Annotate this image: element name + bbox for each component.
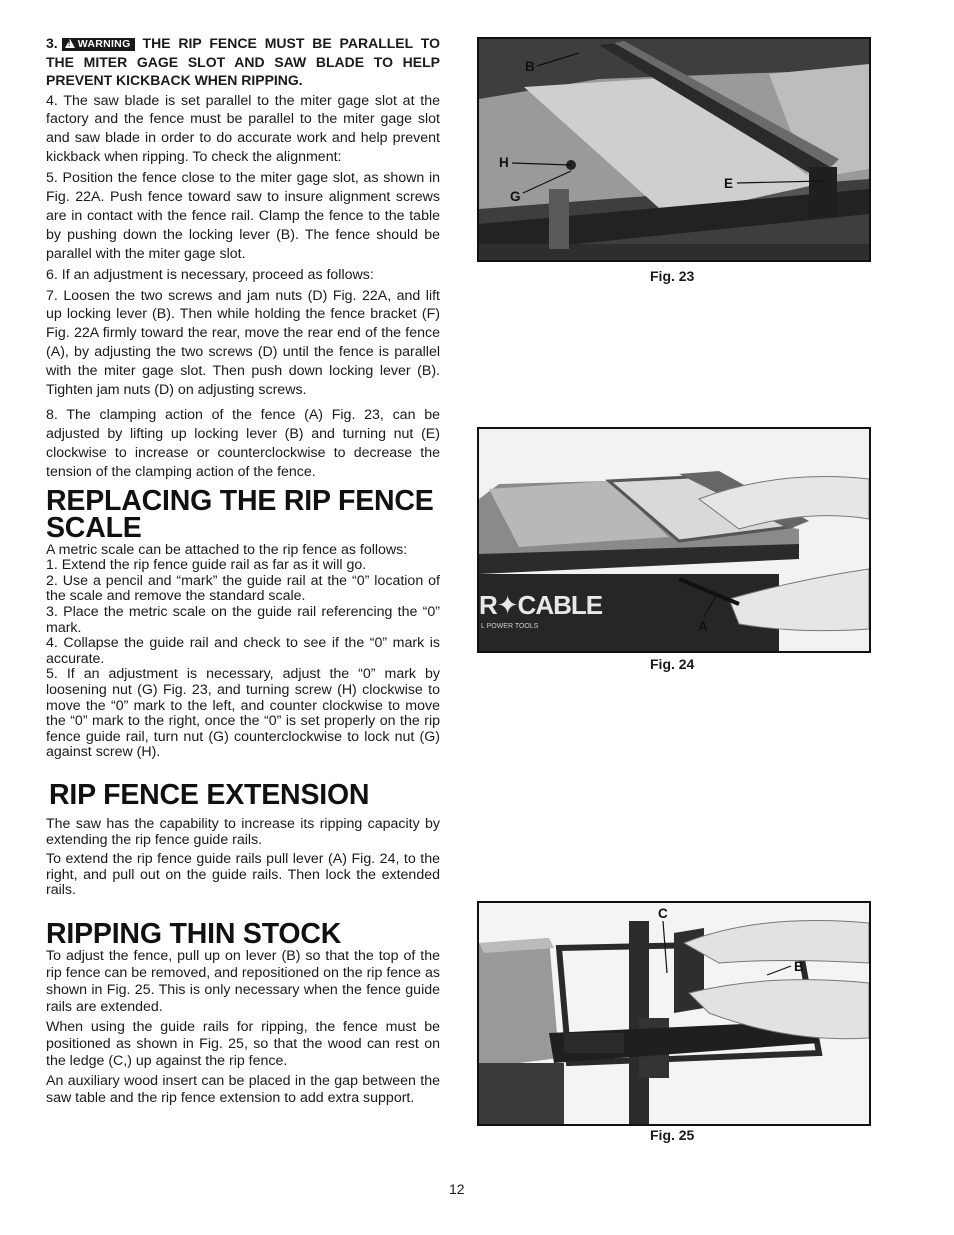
fig24-label-a: A [698,619,708,634]
fig24-leader-lines [479,429,869,651]
scale-intro: A metric scale can be attached to the rip fence as follows: [46,541,408,558]
heading-rip-fence-extension: RIP FENCE EXTENSION [49,778,370,811]
fig24-brand-subtitle: L POWER TOOLS [481,623,539,630]
heading-replacing-scale: REPLACING THE RIP FENCE SCALE [46,484,434,544]
page-number: 12 [449,1181,465,1197]
figure-25-photo [477,901,871,1126]
fig23-label-e: E [724,176,734,191]
scale-step-2: 2. Use a pencil and “mark” the guide rail at the “0” location of the scale and remove the standard scale. [46,572,440,605]
warning-text: THE RIP FENCE MUST BE PARALLEL TO THE MITER GAGE SLOT AND SAW BLADE TO HELP PREVENT KICKBACK WHEN RIPPING. [46,35,440,88]
text-column [46,34,440,1107]
figure-25-caption: Fig. 25 [650,1127,695,1143]
extension-para-2: To extend the rip fence guide rails pull lever (A) Fig. 24, to the right, and pull out on the guide rails. Then lock the extended rails. [46,851,440,899]
thin-para-2: When using the guide rails for ripping, the fence must be positioned as shown in Fig. 25, so that the wood can rest on the ledge (C,) up against the rip fence. [46,1018,440,1069]
extension-para-1: The saw has the capability to increase its ripping capacity by extending the rip fence guide rails. [46,815,440,848]
step-7: 7. Loosen the two screws and jam nuts (D) Fig. 22A, and lift up locking lever (B). Then while holding the fence bracket (F) Fig. 22A firmly toward the rear, move the rear end of the fence (A), by adjusting the two screws (D) until the fence is parallel with the miter gage slot. Then push down locking lever (B). Tighten jam nuts (D) on adjusting screws. [46,287,440,399]
thin-para-3: An auxiliary wood insert can be placed in the gap between the saw table and the rip fence extension to add extra support. [46,1072,440,1106]
fig23-label-g: G [510,189,521,204]
figure-23-photo [477,37,871,262]
figure-24-caption: Fig. 24 [650,656,695,672]
scale-step-1: 1. Extend the rip fence guide rail as far as it will go. [46,557,367,574]
step-8: 8. The clamping action of the fence (A) Fig. 23, can be adjusted by lifting up locking lever (B) and turning nut (E) clockwise to increase or counterclockwise to decrease the tension of the clamping action of the fence. [46,407,440,480]
fig23-leader-lines [479,39,869,260]
fig23-label-h: H [499,155,509,170]
step-6: 6. If an adjustment is necessary, proceed as follows: [46,266,374,283]
fig23-label-b: B [525,59,535,74]
heading-ripping-thin-stock: RIPPING THIN STOCK [46,917,342,950]
warning-triangle-icon [65,39,75,48]
step-5: 5. Position the fence close to the miter gage slot, as shown in Fig. 22A. Push fence toward saw to insure alignment screws are in contact with the fence rail. Clamp the fence to the table by pushing down the locking lever (B). The fence should be parallel with the miter gage slot. [46,170,440,262]
fig25-leader-lines [479,903,869,1124]
warning-badge [62,38,135,51]
fig25-label-b: B [794,959,804,974]
scale-step-3: 3. Place the metric scale on the guide rail referencing the “0” mark. [46,604,440,636]
step-4: 4. The saw blade is set parallel to the miter gage slot at the factory and the fence must be parallel to the miter gage slot and saw blade in order to do accurate work and help prevent kickback when ripping. To check the alignment: [46,92,440,166]
fig25-label-c: C [658,906,668,921]
warning-number: 3. [46,35,58,51]
figure-23-caption: Fig. 23 [650,268,695,284]
scale-step-5: 5. If an adjustment is necessary, adjust the “0” mark by loosening nut (G) Fig. 23, and turning screw (H) clockwise to move the “0” mark to the left, and counter clockwise to move the “0” mark to the right, once the “0” is set properly on the rip fence guide rail, turn nut (G) counterclockwise to lock nut (G) against screw (H). [46,666,440,761]
fig24-brand-logo: R✦CABLE [479,590,603,620]
warning-badge-label: WARNING [77,38,131,50]
figure-24-photo [477,427,871,653]
warning-paragraph [46,34,440,90]
thin-para-1: To adjust the fence, pull up on lever (B) so that the top of the rip fence can be removed, and repositioned on the rip fence as shown in Fig. 25. This is only necessary when the fence guide rails are extended. [46,947,440,1015]
scale-step-4: 4. Collapse the guide rail and check to see if the “0” mark is accurate. [46,635,440,667]
